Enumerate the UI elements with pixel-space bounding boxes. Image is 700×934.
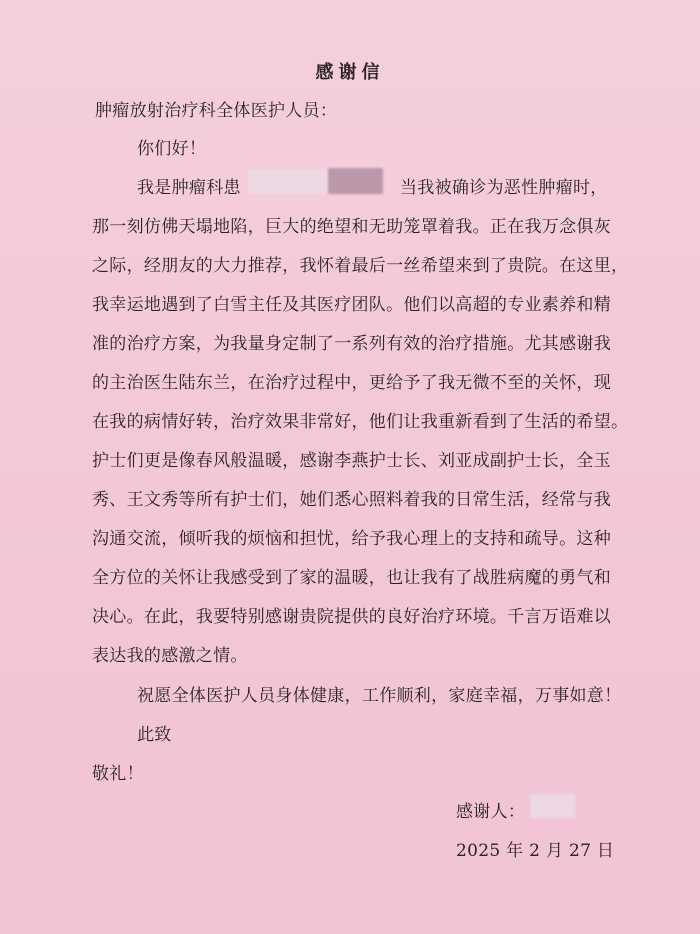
body-line-11: 全方位的关怀让我感受到了家的温暖，也让我有了战胜病魔的勇气和 bbox=[92, 568, 611, 588]
wishes: 祝愿全体医护人员身体健康，工作顺利，家庭幸福，万事如意！ bbox=[137, 686, 622, 706]
body-line-3: 之际，经朋友的大力推荐，我怀着最后一丝希望来到了贵院。在这里， bbox=[92, 256, 629, 276]
signature-label: 感谢人： bbox=[456, 802, 526, 822]
body-line-12: 决心。在此，我要特别感谢贵院提供的良好治疗环境。千言万语难以 bbox=[92, 607, 611, 627]
greeting: 你们好！ bbox=[137, 139, 207, 159]
body-line-2: 那一刻仿佛天塌地陷，巨大的绝望和无助笼罩着我。正在我万念俱灰 bbox=[92, 217, 611, 237]
body-line-4: 我幸运地遇到了白雪主任及其医疗团队。他们以高超的专业素养和精 bbox=[92, 295, 611, 315]
body-line-1b: 当我被确诊为恶性肿瘤时， bbox=[400, 178, 608, 198]
letter-date: 2025 年 2 月 27 日 bbox=[456, 841, 615, 861]
letter-title: 感谢信 bbox=[315, 62, 385, 83]
body-line-8: 护士们更是像春风般温暖，感谢李燕护士长、刘亚成副护士长，全玉 bbox=[92, 451, 611, 471]
body-line-7: 在我的病情好转，治疗效果非常好，他们让我重新看到了生活的希望。 bbox=[92, 412, 629, 432]
salutation: 肿瘤放射治疗科全体医护人员： bbox=[95, 101, 338, 121]
body-line-1a: 我是肿瘤科患 bbox=[137, 178, 241, 198]
redaction-mask-light bbox=[248, 170, 328, 194]
body-line-5: 准的治疗方案，为我量身定制了一系列有效的治疗措施。尤其感谢我 bbox=[92, 334, 611, 354]
closing: 此致 bbox=[137, 725, 172, 745]
signature-redaction bbox=[530, 794, 575, 818]
redaction-mask bbox=[328, 168, 383, 194]
body-line-13: 表达我的感激之情。 bbox=[92, 646, 248, 666]
body-line-6: 的主治医生陆东兰，在治疗过程中，更给予了我无微不至的关怀，现 bbox=[92, 373, 611, 393]
closing-salute: 敬礼！ bbox=[92, 764, 144, 784]
body-line-10: 沟通交流，倾听我的烦恼和担忧，给予我心理上的支持和疏导。这种 bbox=[92, 529, 611, 549]
body-line-9: 秀、王文秀等所有护士们，她们悉心照料着我的日常生活，经常与我 bbox=[92, 490, 611, 510]
